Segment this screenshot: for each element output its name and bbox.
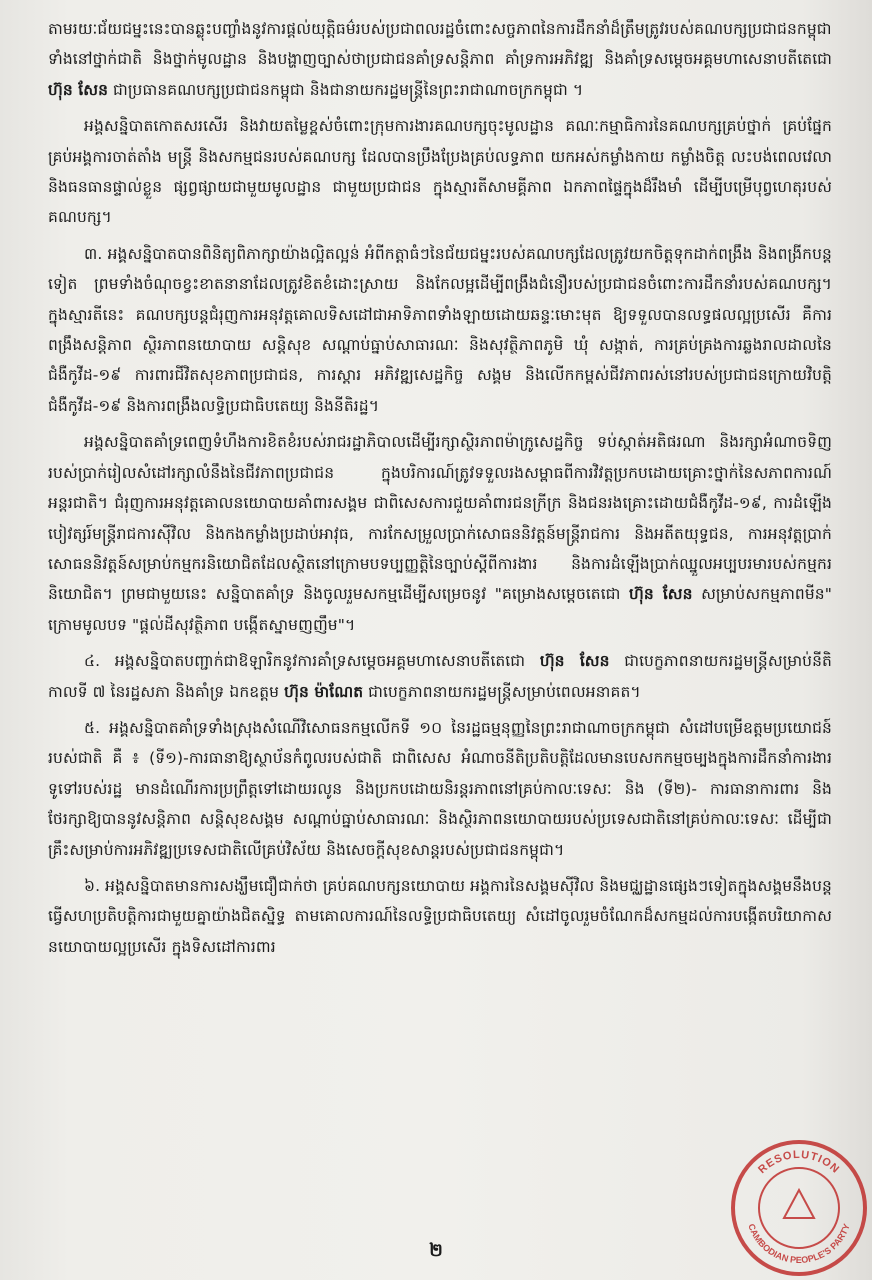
- text-segment: អង្គសន្និបាតកោតសរសើរ និងវាយតម្លៃខ្ពស់ចំពោះក្រុមការងារគណបក្សចុះមូលដ្ឋាន គណៈកម្មាធិការនៃគណបក្សគ្រប់ថ្នាក់ គ្រប់ផ្នែក គ្រប់អង្គការចាត់តាំង មន្ត្រី និងសកម្មជនរបស់គណបក្ស ដែលបានប្រឹងប្រែងគ្រប់លទ្ធភាព យកអស់កម្លាំងកាយ កម្លាំងចិត្ត លះបង់ពេលវេលា និងធនធានផ្ទាល់ខ្លួន ផ្សព្វផ្សាយជាមួយមូលដ្ឋាន ជាមួយប្រជាជន ក្នុងស្មារតីសាមគ្គីភាព ឯកភាពផ្ទៃក្នុងដ៏រឹងមាំ ដើម្បីបម្រើបុព្វហេតុរបស់គណបក្ស។: [48, 117, 832, 227]
- seal-text-bottom: CAMBODIAN PEOPLE'S PARTY: [746, 1222, 852, 1266]
- text-segment: ៣. អង្គសន្និបាតបានពិនិត្យពិភាក្សាយ៉ាងល្អិតល្អន់ អំពីកត្តាធំៗនៃជ័យជម្នះរបស់គណបក្សដែលត្រូវយកចិត្តទុកដាក់ពង្រឹង និងពង្រីកបន្តទៀត ព្រមទាំងចំណុចខ្វះខាតនានាដែលត្រូវខិតខំដោះស្រាយ និងកែលម្អដើម្បីពង្រឹងជំនឿរបស់ប្រជាជនចំពោះការដឹកនាំរបស់គណបក្ស។ ក្នុងស្មារតីនេះ គណបក្សបន្តជំរុញការអនុវត្តគោលទិសដៅជាអាទិភាពទាំងឡាយដោយឆន្ទៈមោះមុត ឱ្យទទួលបានលទ្ធផលល្អប្រសើរ គឺការពង្រឹងសន្តិភាព ស្ថិរភាពនយោបាយ សន្តិសុខ សណ្តាប់ធ្នាប់សាធារណៈ និងសុវត្ថិភាពភូមិ ឃុំ សង្កាត់, ការគ្រប់គ្រងការឆ្លងរាលដាលនៃជំងឺកូវីដ-១៩ ការពារជីវិតសុខភាពប្រជាជន, ការស្តារ អភិវឌ្ឍសេដ្ឋកិច្ច សង្គម និងលើកកម្ពស់ជីវភាពរស់នៅរបស់ប្រជាជនក្រោយវិបត្តិជំងឺកូវីដ-១៩ និងការពង្រឹងលទ្ធិប្រជាធិបតេយ្យ និងនីតិរដ្ឋ។: [48, 244, 832, 415]
- text-segment: តាមរយៈជ័យជម្នះនេះបានឆ្លុះបញ្ចាំងនូវការផ្តល់យុត្តិធម៌របស់ប្រជាពលរដ្ឋចំពោះសច្ចភាពនៃការដឹកនាំដ៏ត្រឹមត្រូវរបស់គណបក្សប្រជាជនកម្ពុជាទាំងនៅថ្នាក់ជាតិ និងថ្នាក់មូលដ្ឋាន និងបង្ហាញច្បាស់ថាប្រជាជនគាំទ្រសន្តិភាព គាំទ្រការអភិវឌ្ឍ និងគាំទ្រសម្តេចអគ្គមហាសេនាបតីតេជោ: [48, 20, 832, 69]
- text-segment: ជាប្រធានគណបក្សប្រជាជនកម្ពុជា និងជានាយករដ្ឋមន្ត្រីនៃព្រះរាជាណាចក្រកម្ពុជា ។: [108, 80, 584, 99]
- text-segment: ៥. អង្គសន្និបាតគាំទ្រទាំងស្រុងសំណើវិសោធនកម្មលើកទី ១០ នៃរដ្ឋធម្មនុញ្ញនៃព្រះរាជាណាចក្រកម្ពុជា សំដៅបម្រើឧត្តមប្រយោជន៍របស់ជាតិ គឺ ៖ (ទី១)-ការធានាឱ្យស្ថាប័នកំពូលរបស់ជាតិ ជាពិសេស អំណាចនីតិប្រតិបត្តិដែលមានបេសកកម្មចម្បងក្នុងការដឹកនាំការងារទូទៅរបស់រដ្ឋ មានដំណើរការប្រព្រឹត្តទៅដោយរលូន និងប្រកបដោយនិរន្តរភាពនៅគ្រប់កាលៈទេសៈ និង (ទី២)- ការធានាការពារ និងថែរក្សាឱ្យបាននូវសន្តិភាព សន្តិសុខសង្គម សណ្តាប់ធ្នាប់សាធារណៈ និងស្ថិរភាពនយោបាយរបស់ប្រទេសជាតិនៅគ្រប់កាលៈទេសៈ ដើម្បីជាគ្រឹះសម្រាប់ការអភិវឌ្ឍប្រទេសជាតិលើគ្រប់វិស័យ និងសេចក្តីសុខសាន្តរបស់ប្រជាជនកម្ពុជា។: [48, 718, 832, 859]
- text-segment: ៦. អង្គសន្និបាតមានការសង្ឃឹមជឿជាក់ថា គ្រប់គណបក្សនយោបាយ អង្គការនៃសង្គមស៊ីវិល និងមជ្ឈដ្ឋានផ្សេងៗទៀតក្នុងសង្គមនឹងបន្តធ្វើសហប្រតិបត្តិការជាមួយគ្នាយ៉ាងជិតស្និទ្ធ តាមគោលការណ៍នៃលទ្ធិប្រជាធិបតេយ្យ សំដៅចូលរួមចំណែកដ៏សកម្មដល់ការបង្កើតបរិយាកាសនយោបាយល្អប្រសើរ ក្នុងទិសដៅការពារ: [48, 876, 832, 956]
- bold-name: ហ៊ុន សែន: [629, 585, 693, 604]
- bold-name: ហ៊ុន ម៉ាណែត: [284, 682, 364, 701]
- bold-name: ហ៊ុន សែន: [539, 652, 610, 671]
- paragraph: [48, 646, 832, 707]
- text-segment: អង្គសន្និបាតគាំទ្រពេញទំហឹងការខិតខំរបស់រាជរដ្ឋាភិបាលដើម្បីរក្សាស្ថិរភាពម៉ាក្រូសេដ្ឋកិច្ច ទប់ស្កាត់អតិផរណា និងរក្សាអំណាចទិញរបស់ប្រាក់រៀលសំដៅរក្សាលំនឹងនៃជីវភាពប្រជាជន ក្នុងបរិការណ៍ត្រូវទទួលរងសម្ពាធពីការវិវត្តប្រកបដោយគ្រោះថ្នាក់នៃសភាពការណ៍អន្តរជាតិ។ ជំរុញការអនុវត្តគោលនយោបាយគាំពារសង្គម ជាពិសេសការជួយគាំពារជនក្រីក្រ និងជនរងគ្រោះដោយជំងឺកូវីដ-១៩, ការដំឡើងបៀវត្សរ៍មន្ត្រីរាជការស៊ីវិល និងកងកម្លាំងប្រដាប់អាវុធ, ការកែសម្រួលប្រាក់សោធននិវត្តន៍មន្ត្រីរាជការ និងអតីតយុទ្ធជន, ការអនុវត្តប្រាក់សោធននិវត្តន៍សម្រាប់កម្មករនិយោជិតដែលស្ថិតនៅក្រោមបទប្បញ្ញត្តិនៃច្បាប់ស្តីពីការងារ និងការដំឡើងប្រាក់ឈ្នួលអប្បបរមារបស់កម្មករនិយោជិត។ ព្រមជាមួយនេះ សន្និបាតគាំទ្រ និងចូលរួមសកម្មដើម្បីសម្រេចនូវ "គម្រោងសម្តេចតេជោ: [48, 433, 832, 604]
- text-segment: ជាបេក្ខភាពនាយករដ្ឋមន្ត្រីសម្រាប់នីតិកាលទី ៧ នៃរដ្ឋសភា និងគាំទ្រ ឯកឧត្តម: [48, 652, 832, 701]
- text-segment: សម្រាប់សកម្មភាពមីន" ក្រោមមូលបទ "ផ្តល់ដីសុវត្ថិភាព បង្កើតស្នាមញញឹម"។: [48, 585, 832, 634]
- seal-text-top: RESOLUTION: [756, 1148, 842, 1177]
- text-segment: ៤. អង្គសន្និបាតបញ្ជាក់ជាឱឡារិកនូវការគាំទ្រសម្តេចអគ្គមហាសេនាបតីតេជោ: [84, 652, 540, 671]
- document-body: [48, 14, 832, 962]
- text-segment: ជាបេក្ខភាពនាយករដ្ឋមន្ត្រីសម្រាប់ពេលអនាគត។: [363, 682, 641, 701]
- paragraph: [48, 713, 832, 865]
- party-seal-icon: [724, 1128, 872, 1278]
- bold-name: ហ៊ុន សែន: [48, 80, 109, 99]
- page-number: ២: [429, 1240, 443, 1261]
- paragraph: [48, 871, 832, 962]
- paragraph: [48, 239, 832, 421]
- paragraph: [48, 111, 832, 233]
- paragraph: [48, 14, 832, 105]
- paragraph: [48, 427, 832, 640]
